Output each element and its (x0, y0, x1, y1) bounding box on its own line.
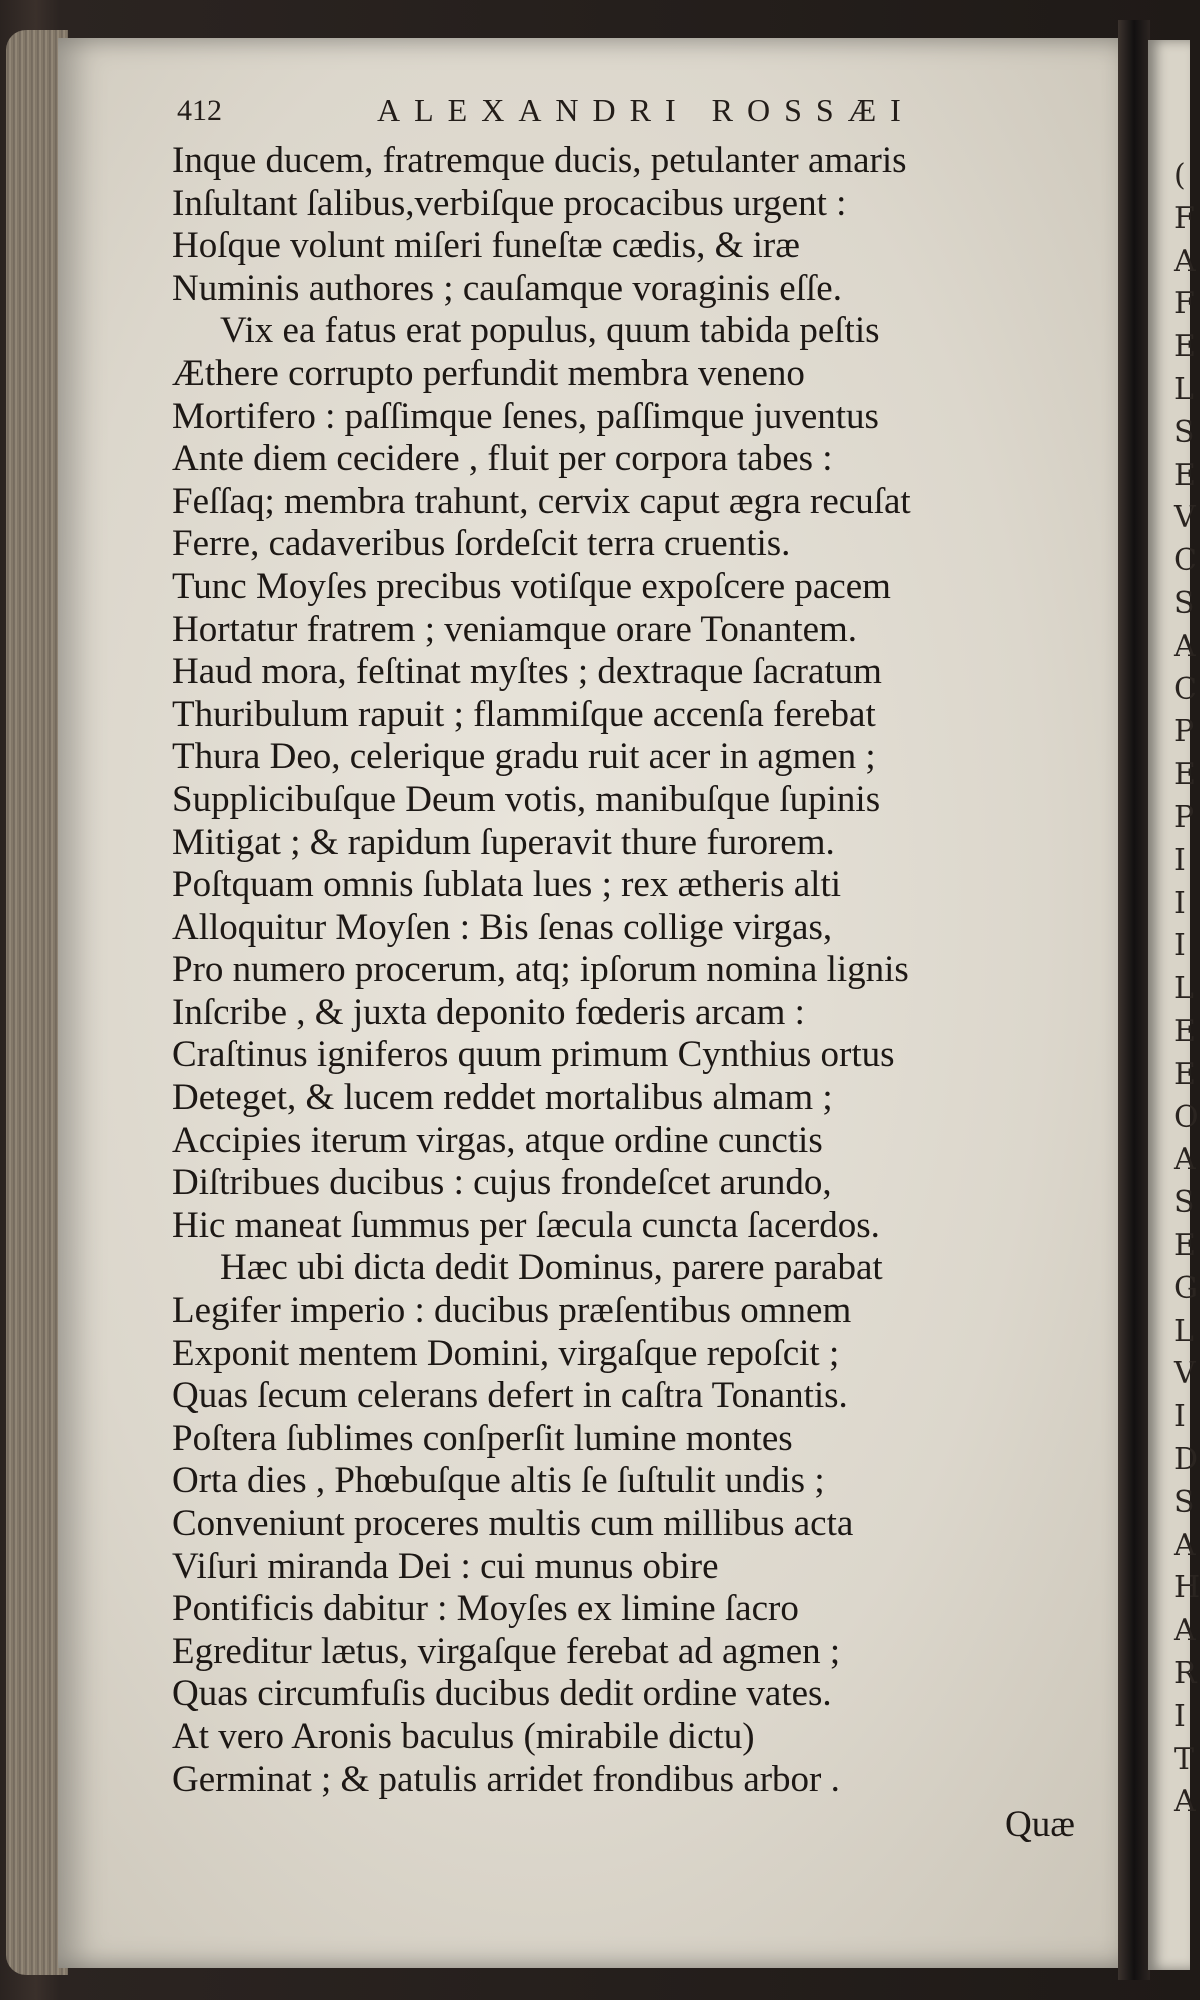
facing-page-letter: I (1174, 1399, 1186, 1435)
running-head: ALEXANDRI ROSSÆI (377, 92, 915, 128)
text-line: Æthere corrupto perfundit membra veneno (172, 352, 805, 394)
text-line: Poſtquam omnis ſublata lues ; rex ætheris alti (172, 864, 841, 906)
facing-page-letter: S (1174, 1185, 1195, 1221)
text-line: Quas circumfuſis ducibus dedit ordine vates. (172, 1673, 832, 1715)
facing-page-letter: A (1174, 1784, 1196, 1820)
facing-page-letter: E (1174, 1228, 1196, 1263)
facing-page-letter: A (1174, 628, 1196, 664)
text-line: Conveniunt proceres multis cum millibus acta (172, 1503, 854, 1544)
facing-page-edge (1148, 40, 1200, 1970)
poem-text (172, 140, 1117, 1801)
text-line: Exponit mentem Domini, virgaſque repoſcit ; (172, 1332, 840, 1374)
text-line: Viſuri miranda Dei : cui munus obire (172, 1545, 719, 1587)
text-line: Hortatur fratrem ; veniamque orare Tonantem. (172, 608, 858, 650)
text-line: Accipies iterum virgas, atque ordine cunctis (172, 1119, 823, 1161)
text-line: Hic maneat ſummus per ſæcula cuncta ſacerdos. (172, 1204, 880, 1246)
facing-page-letter: V (1174, 500, 1196, 536)
catchword: Quæ (1005, 1804, 1075, 1845)
text-line: Tunc Moyſes precibus votiſque expoſcere pacem (172, 565, 891, 607)
facing-page-letter: D (1174, 1442, 1199, 1477)
text-line: Haud mora, feſtinat myſtes ; dextraque ſacratum (172, 651, 882, 693)
facing-page-letter: I (1174, 1698, 1186, 1734)
facing-page-letter: L (1174, 971, 1194, 1007)
facing-page-letter: E (1174, 1056, 1196, 1092)
text-line: Feſſaq; membra trahunt, cervix caput ægra recuſat (172, 480, 911, 522)
facing-page-letter: E (1174, 1014, 1196, 1049)
text-line: Inſcribe , & juxta deponito fœderis arcam : (172, 991, 805, 1033)
facing-page-letter: L (1174, 1313, 1194, 1349)
facing-page-letter: S (1174, 586, 1195, 621)
text-line: Quas ſecum celerans defert in caſtra Tonantis. (172, 1375, 848, 1417)
text-line: Thuribulum rapuit ; flammiſque accenſa ferebat (172, 693, 876, 735)
text-line: Ferre, cadaveribus ſordeſcit terra cruentis. (172, 523, 791, 565)
text-line: Pro numero procerum, atq; ipſorum nomina lignis (172, 949, 909, 991)
text-line: Thura Deo, celerique gradu ruit acer in agmen ; (172, 736, 876, 778)
text-line: Numinis authores ; cauſamque voraginis eſſe. (172, 267, 842, 309)
text-line: Alloquitur Moyſen : Bis ſenas collige virgas, (172, 906, 833, 948)
facing-page-letter: I (1174, 842, 1186, 878)
text-line: Orta dies , Phœbuſque altis ſe ſuſtulit undis ; (172, 1460, 825, 1502)
text-line: Diſtribues ducibus : cujus frondeſcet arundo, (172, 1162, 832, 1204)
text-line: Ante diem cecidere , fluit per corpora tabes : (172, 438, 833, 480)
text-line: Deteget, & lucem reddet mortalibus almam ; (172, 1077, 833, 1119)
text-line: Legifer imperio : ducibus præſentibus omnem (172, 1290, 852, 1332)
facing-page-letter: C (1174, 543, 1197, 579)
facing-page-letter: R (1174, 1656, 1197, 1691)
text-line: Mortifero : paſſimque ſenes, paſſimque juventus (172, 395, 879, 437)
text-line: Pontificis dabitur : Moyſes ex limine ſacro (172, 1588, 799, 1630)
text-line: Supplicibuſque Deum votis, manibuſque ſupinis (172, 778, 881, 820)
facing-page-letter: H (1174, 1570, 1200, 1606)
facing-page-letter: A (1174, 1527, 1196, 1563)
facing-page-letter: P (1174, 714, 1195, 750)
text-line: Poſtera ſublimes conſperſit lumine montes (172, 1417, 793, 1459)
facing-page-letter: S (1174, 1484, 1195, 1520)
facing-page-letter: E (1174, 757, 1196, 793)
facing-page-letter: A (1174, 1613, 1196, 1649)
facing-page-letter: V (1174, 1356, 1196, 1392)
facing-page-letter: T (1174, 1741, 1195, 1777)
text-line: Egreditur lætus, virgaſque ferebat ad agmen ; (172, 1630, 841, 1672)
facing-page-letter: I (1174, 885, 1186, 921)
facing-page-letter: O (1174, 1099, 1199, 1135)
facing-page-letter: A (1174, 1142, 1196, 1178)
facing-page-letter: P (1174, 800, 1195, 835)
facing-page-letter: I (1174, 928, 1186, 964)
text-line: Vix ea fatus erat populus, quum tabida peſtis (220, 310, 880, 352)
text-line: Hæc ubi dicta dedit Dominus, parere parabat (220, 1247, 883, 1289)
text-line: At vero Aronis baculus (mirabile dictu) (172, 1715, 755, 1757)
book-gutter (1118, 20, 1150, 1980)
text-line: Germinat ; & patulis arridet frondibus arbor . (172, 1758, 840, 1800)
text-line: Craſtinus igniferos quum primum Cynthius ortus (172, 1034, 895, 1076)
facing-page-letter: F (1174, 200, 1195, 236)
facing-page-letter: F (1174, 286, 1195, 322)
text-line: Hoſque volunt miſeri funeſtæ cædis, & iræ (172, 225, 800, 267)
page-number: 412 (177, 94, 222, 127)
text-line: Inque ducem, fratremque ducis, petulanter amaris (172, 140, 907, 181)
facing-page-letter: C (1174, 671, 1197, 707)
text-line: Inſultant ſalibus,verbiſque procacibus urgent : (172, 182, 847, 224)
facing-page-letter: G (1174, 1270, 1198, 1306)
facing-page-letter: E (1174, 457, 1196, 493)
facing-page-letter: ( (1174, 158, 1186, 193)
facing-page-letter: S (1174, 414, 1195, 450)
facing-page-letter: E (1174, 329, 1196, 365)
facing-page-letter: L (1174, 372, 1194, 407)
facing-page-letter: A (1174, 243, 1196, 279)
text-line: Mitigat ; & rapidum ſuperavit thure furorem. (172, 821, 835, 863)
